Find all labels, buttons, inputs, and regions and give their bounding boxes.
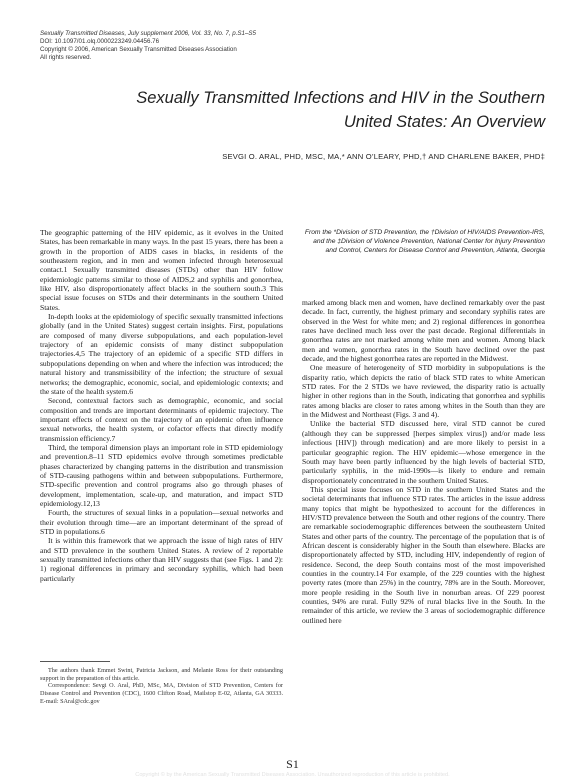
rights-line: All rights reserved. [40,54,92,61]
body-paragraph: marked among black men and women, have declined remarkably over the past decade. In fact, currently, the highest primary and secondary syphilis rates are observed in the West for white men; and 2) regional differences in gonorrhea rates have declined much less over the past decade. Regional differentials in gonorrhea rates are not marked among white men and women. Among black men and women, gonorrhea rates in the South have declined over the past decade, and the highest gonorrhea rates are reported in the Midwest. [302,298,545,364]
footnote-divider [40,661,110,662]
correspondence-note: Correspondence: Sevgi O. Aral, PhD, MSc, MA, Division of STD Prevention, Centers for Disease Control and Prevention (CDC), 1600 Clifton Road, Mailstop E-02, Atlanta, GA 30333. E-mail: SAral@cdc.gov [40,682,283,705]
body-paragraph: In-depth looks at the epidemiology of specific sexually transmitted infections globally (and in the United States) suggest certain insights. First, populations are composed of many diverse subpopulations, and each population-level trajectory of an epidemic consists of many distinct subpopulation trajectories.4,5 The trajectory of an epidemic of a specific STD differs in subpopulations depending on when and where the infection was introduced; the natural history and transmissibility of the infection; the structure of sexual networks; the demographic, economic, social, and epidemiologic contexts; and the state of the health system.6 [40,312,283,396]
footnote [40,667,283,706]
body-paragraph: Second, contextual factors such as demographic, economic, and social composition and trends are important determinants of epidemic trajectory. The important effects of context on the trajectory of an epidemic often influence sexual networks, the health system, or cofactor effects that directly modify transmission efficiency.7 [40,396,283,443]
acknowledgment-note: The authors thank Emmet Swint, Patricia Jackson, and Melanie Ross for their outstanding support in the preparation of this article. [40,667,283,682]
body-paragraph: Fourth, the structures of sexual links in a population—sexual networks and their evolution through time—are an important determinant of the spread of STD in populations.6 [40,508,283,536]
copyright-watermark: Copyright © by the American Sexually Transmitted Diseases Association. Unauthorized reproduction of this article is prohibited. [135,772,450,778]
body-paragraph: Third, the temporal dimension plays an important role in STD epidemiology and prevention.8–11 STD epidemics evolve through sometimes predictable phases characterized by changing patterns in the distribution and transmission of STD-causing pathogens within and between subpopulations. Furthermore, STD-specific prevention and control programs also go through phases of development, implementation, scale-up, and maturation, and impact STD epidemiology.12,13 [40,442,283,508]
page-number: S1 [286,757,299,771]
left-column [40,228,283,655]
title-line-1: Sexually Transmitted Infections and HIV in the Southern [136,89,545,107]
author-list: SEVGI O. ARAL, PHD, MSC, MA,* ANN O’LEARY, PHD,† AND CHARLENE BAKER, PHD‡ [222,152,545,161]
copyright-line: Copyright © 2006, American Sexually Transmitted Diseases Association [40,46,237,53]
article-title [75,86,545,134]
author-affiliation: From the *Division of STD Prevention, the †Division of HIV/AIDS Prevention-IRS, and the ‡Division of Violence Prevention, National Center for Injury Prevention and Control, Centers for Disease Control and Prevention, Atlanta, Georgia [304,229,545,255]
journal-citation: Sexually Transmitted Diseases, July supplement 2006, Vol. 33, No. 7, p.S1–S5 [40,30,256,37]
right-column [302,298,545,743]
doi-line: DOI: 10.1097/01.olq.0000223249.04456.76 [40,38,160,45]
body-paragraph: The geographic patterning of the HIV epidemic, as it evolves in the United States, has been remarkable in many ways. In the past 15 years, there has been a growth in the proportion of AIDS cases in blacks, in residents of the southeastern region, and in men and women infected through heterosexual contact.1 Sexually transmitted diseases (STDs) other than HIV follow epidemiologic patterns similar to those of AIDS,2 and syphilis and gonorrhea, like HIV, also disproportionately affect blacks in the southern south.3 This special issue focuses on STDs and their determinants in the southern United States. [40,228,283,312]
title-line-2: United States: An Overview [343,113,545,131]
body-paragraph: Unlike the bacterial STD discussed here, viral STD cannot be cured (although they can be suppressed [herpes simplex virus]) and/or made less infectious [HIV]) through medication) and are more likely to persist in a particular geographic region. The HIV epidemic—whose emergence in the South may have been partly influenced by the high levels of bacterial STD, particularly syphilis, in the mid-1990s—is likely to endure and remain disproportionately concentrated in the southern United States. [302,419,545,485]
body-paragraph: This special issue focuses on STD in the southern United States and the societal determinants that influence STD rates. The articles in the issue address many topics that might be hypothesized to account for the differences in HIV/STD prevalence between the South and other regions of the country. There are remarkable sociodemographic differences between the southeastern United States and other parts of the country. The percentage of the population that is of African descent is considerably higher in the South than elsewhere. Blacks are disproportionately affected by STD, including HIV, independently of region of residence. Second, the deep South contains most of the most impoverished counties in the country.14 For example, of the 229 counties with the highest poverty rates (more than 25%) in the country, 78% are in the South. Moreover, more people residing in the South live in nonurban areas. Of 229 poorest counties, 94% are rural. Fully 92% of rural blacks live in the South. In the remainder of this article, we review the 3 areas of sociodemographic difference outlined here [302,484,545,625]
body-paragraph: One measure of heterogeneity of STD morbidity in subpopulations is the disparity ratio, which depicts the ratio of black STD rates to white American STD rates. For the 2 STDs we have reviewed, the disparity ratio is actually higher in other regions than in the South, indicating that gonorrhea and syphilis rates among blacks are closer to rates among whites in the South than they are in the Midwest and Northeast (Figs. 3 and 4). [302,363,545,420]
body-paragraph: It is within this framework that we approach the issue of high rates of HIV and STD prevalence in the southern United States. A review of 2 reportable sexually transmitted infections other than HIV suggests that (see Figs. 1 and 2): 1) regional differences in primary and secondary syphilis, which had been particularly [40,536,283,583]
journal-header [40,30,440,62]
